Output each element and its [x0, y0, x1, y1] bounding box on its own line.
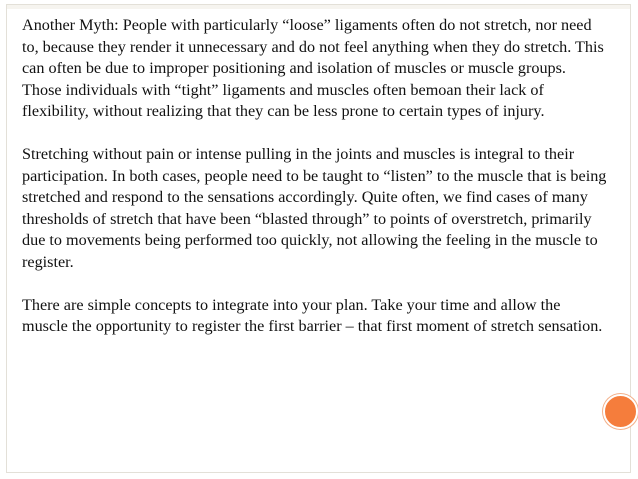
decorative-orange-circle: [603, 394, 638, 429]
frame-top-accent: [7, 5, 630, 9]
paragraph-myth: Another Myth: People with particularly “loose” ligaments often do not stretch, nor need to, because they render it unnecessary and do not feel anything when they do stretch. This can often be due to improper positioning and isolation of muscles or muscle groups. Those individuals with “tight” ligaments and muscles often bemoan their lack of flexibility, without realizing that they can be less prone to certain types of injury.: [22, 16, 604, 120]
paragraph-concepts: There are simple concepts to integrate into your plan. Take your time and allow the muscle the opportunity to register the first barrier – that first moment of stretch sensation.: [22, 295, 603, 335]
paragraph-stretching: Stretching without pain or intense pulling in the joints and muscles is integral to their participation. In both cases, people need to be taught to “listen” to the muscle that is being stretched and respond to the sensations accordingly. Quite often, we find cases of many thresholds of stretch that have been “blasted through” to points of overstretch, primarily due to movements being performed too quickly, not allowing the feeling in the muscle to register.: [22, 145, 607, 271]
slide-body: [22, 15, 607, 359]
